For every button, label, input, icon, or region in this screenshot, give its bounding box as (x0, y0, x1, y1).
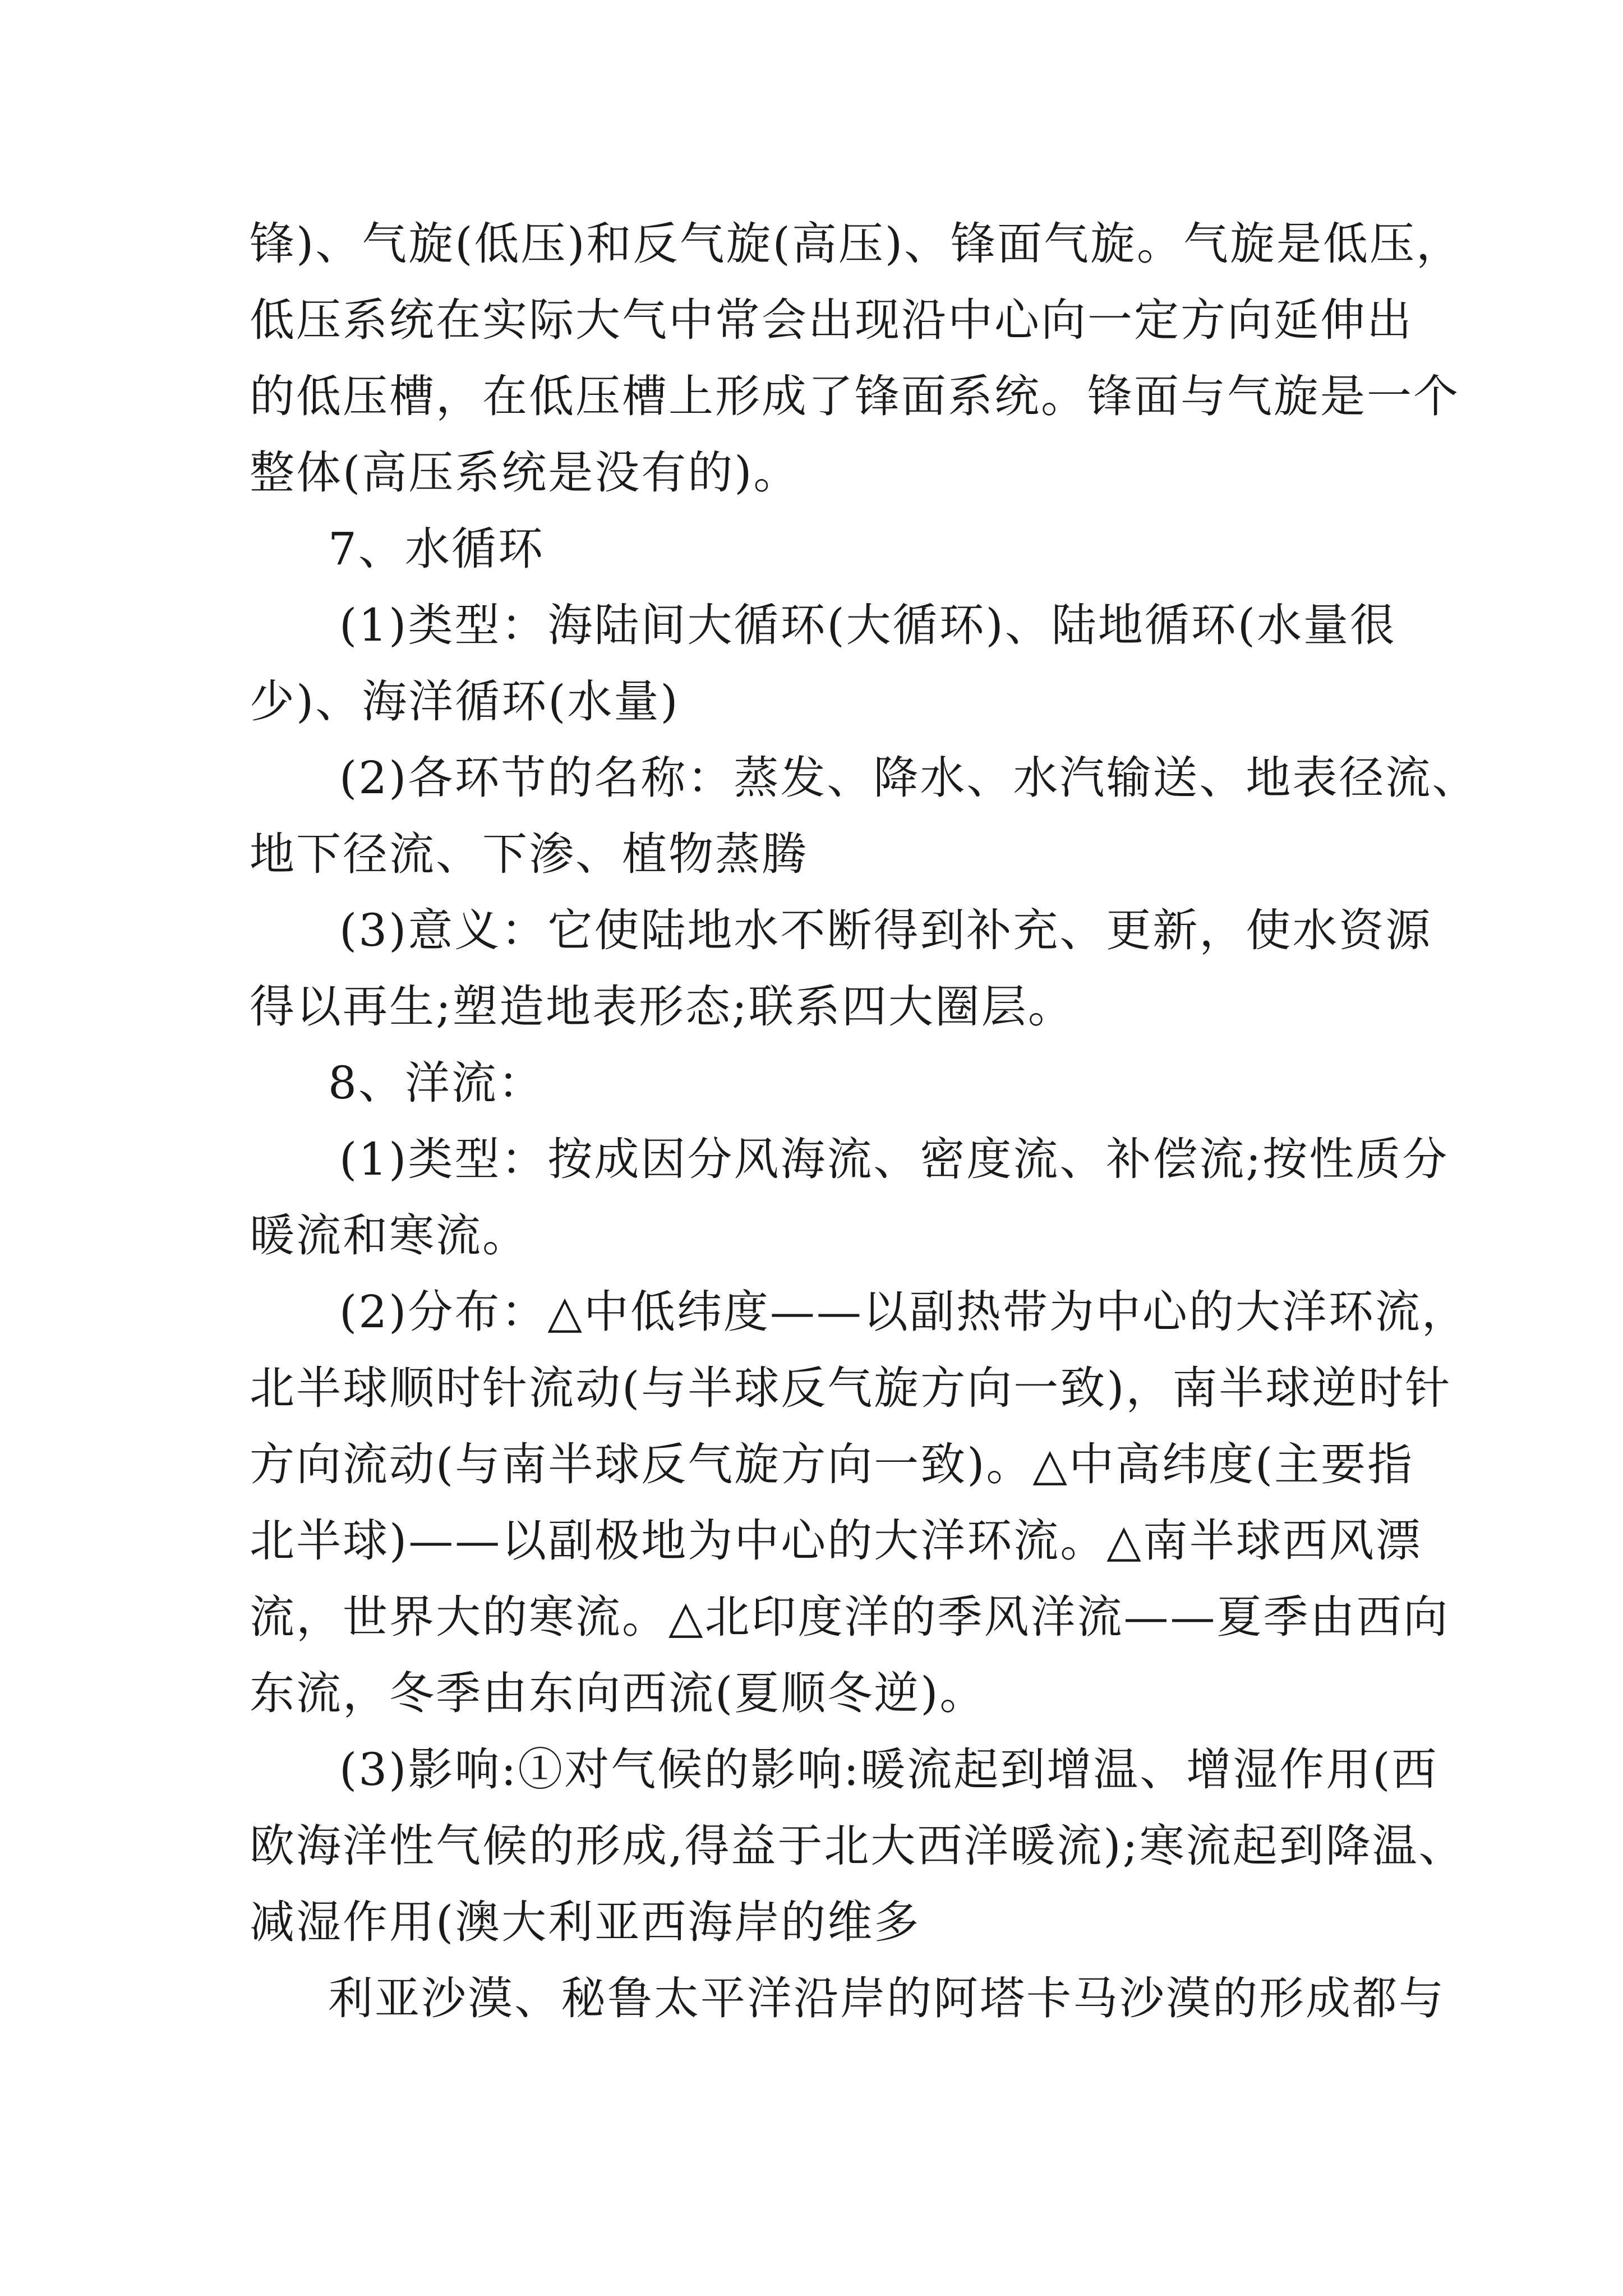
text-line: 少)、海洋循环(水量) (250, 675, 680, 728)
text-line: 得以再生;塑造地表形态;联系四大圈层。 (250, 981, 1075, 1033)
text-line: 锋)、气旋(低压)和反气旋(高压)、锋面气旋。气旋是低压， (250, 218, 1463, 270)
text-line: 利亚沙漠、秘鲁太平洋沿岸的阿塔卡马沙漠的形成都与 (328, 1972, 1445, 2024)
text-line: 北半球顺时针流动(与半球反气旋方向一致)，南半球逆时针 (250, 1362, 1452, 1414)
text-line: 的低压槽，在低压槽上形成了锋面系统。锋面与气旋是一个 (250, 370, 1460, 422)
text-line: (1)类型：海陆间大循环(大循环)、陆地循环(水量很 (339, 599, 1396, 651)
text-line: 流，世界大的寒流。△北印度洋的季风洋流——夏季由西向 (250, 1591, 1450, 1643)
text-line: 欧海洋性气候的形成,得益于北大西洋暖流);寒流起到降温、 (250, 1820, 1465, 1872)
text-line: 北半球)——以副极地为中心的大洋环流。△南半球西风漂 (250, 1515, 1422, 1567)
text-line: 暖流和寒流。 (250, 1209, 529, 1262)
text-line: 整体(高压系统是没有的)。 (250, 447, 800, 499)
text-line: 减湿作用(澳大利亚西海岸的维多 (250, 1896, 921, 1948)
section-heading: 7、水循环 (328, 523, 545, 575)
text-line: (3)意义：它使陆地水不断得到补充、更新，使水资源 (339, 904, 1432, 956)
text-line: 低压系统在实际大气中常会出现沿中心向一定方向延伸出 (250, 294, 1413, 346)
text-line: 东流，冬季由东向西流(夏顺冬逆)。 (250, 1667, 986, 1719)
section-heading: 8、洋流： (328, 1057, 545, 1109)
text-line: (2)分布：△中低纬度——以副热带为中心的大洋环流， (339, 1286, 1468, 1338)
text-line: (3)影响:①对气候的影响:暖流起到增温、增湿作用(西 (339, 1743, 1438, 1796)
text-line: 方向流动(与南半球反气旋方向一致)。△中高纬度(主要指 (250, 1438, 1414, 1490)
text-line: (1)类型：按成因分风海流、密度流、补偿流;按性质分 (339, 1133, 1449, 1185)
text-line: 地下径流、下渗、植物蒸腾 (250, 828, 808, 880)
text-line: (2)各环节的名称：蒸发、降水、水汽输送、地表径流、 (339, 752, 1479, 804)
